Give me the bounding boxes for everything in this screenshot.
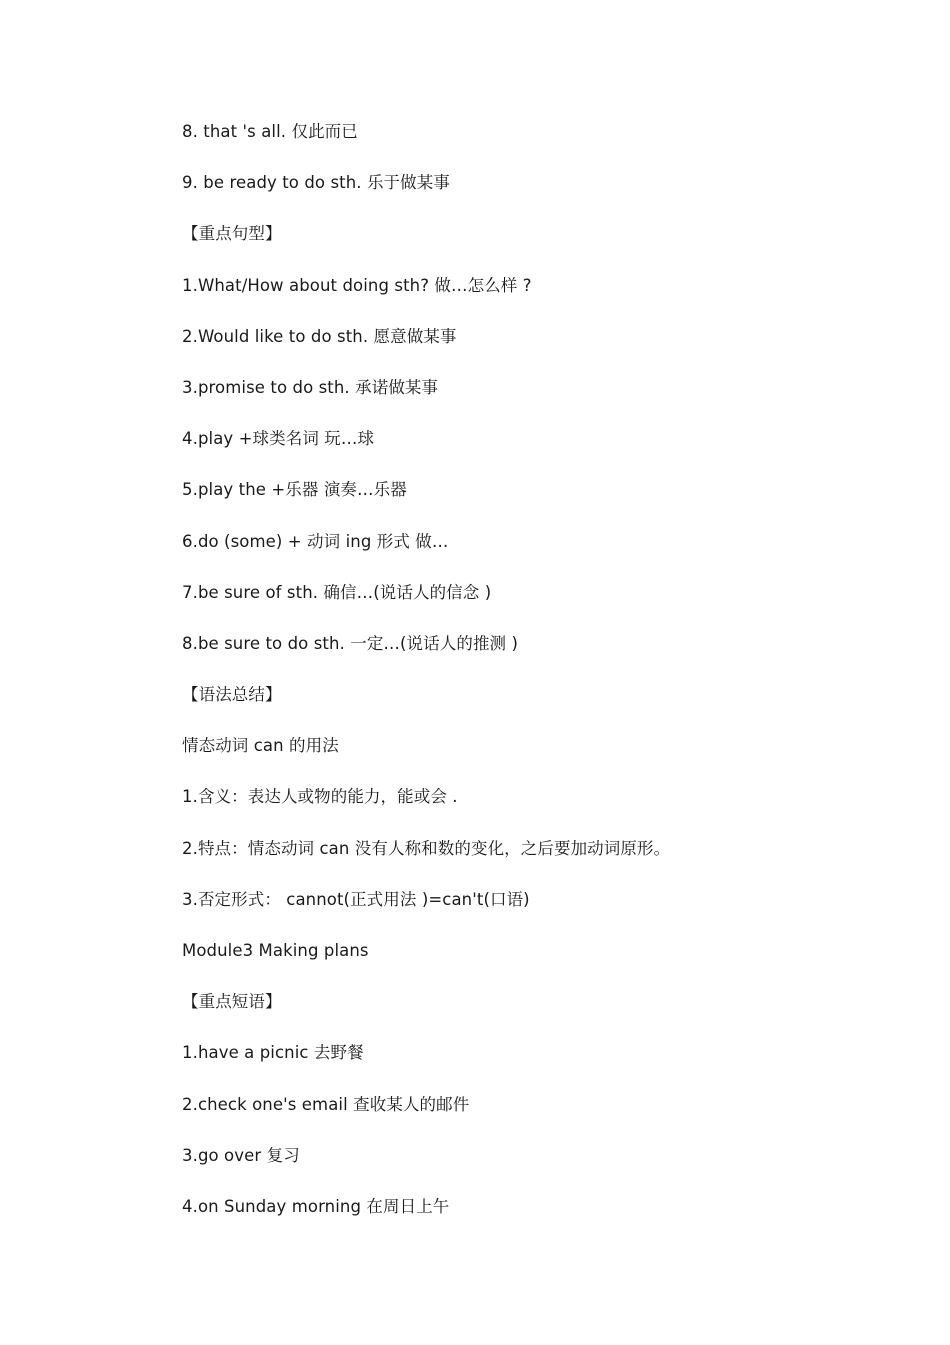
phrase-line-3: 3.go over 复习 [182,1145,300,1165]
phrase-line-2: 2.check one's email 查收某人的邮件 [182,1094,470,1114]
grammar-line-1: 1.含义：表达人或物的能力，能或会 . [182,787,458,807]
phrase-line-1: 1.have a picnic 去野餐 [182,1043,364,1063]
module-title: Module3 Making plans [182,941,369,960]
grammar-line-2: 2.特点：情态动词 can 没有人称和数的变化，之后要加动词原形。 [182,838,671,858]
section-heading-key-phrases: 【重点短语】 [182,992,282,1012]
phrase-line-9: 9. be ready to do sth. 乐于做某事 [182,173,450,193]
sentence-line-5: 5.play the +乐器 演奏…乐器 [182,480,407,500]
grammar-topic: 情态动词 can 的用法 [182,736,339,756]
grammar-line-3: 3.否定形式： cannot(正式用法 )=can't(口语) [182,889,530,909]
sentence-line-6: 6.do (some) + 动词 ing 形式 做… [182,531,449,551]
document-page [182,118,882,1244]
sentence-line-4: 4.play +球类名词 玩…球 [182,429,375,449]
sentence-line-8: 8.be sure to do sth. 一定…(说话人的推测 ) [182,633,519,653]
section-heading-key-sentences: 【重点句型】 [182,224,282,244]
sentence-line-2: 2.Would like to do sth. 愿意做某事 [182,326,457,346]
sentence-line-1: 1.What/How about doing sth? 做…怎么样 ? [182,275,532,295]
sentence-line-3: 3.promise to do sth. 承诺做某事 [182,377,439,397]
phrase-line-4: 4.on Sunday morning 在周日上午 [182,1196,450,1216]
phrase-line-8: 8. that 's all. 仅此而已 [182,122,358,141]
sentence-line-7: 7.be sure of sth. 确信…(说话人的信念 ) [182,582,492,602]
section-heading-grammar-summary: 【语法总结】 [182,685,282,705]
